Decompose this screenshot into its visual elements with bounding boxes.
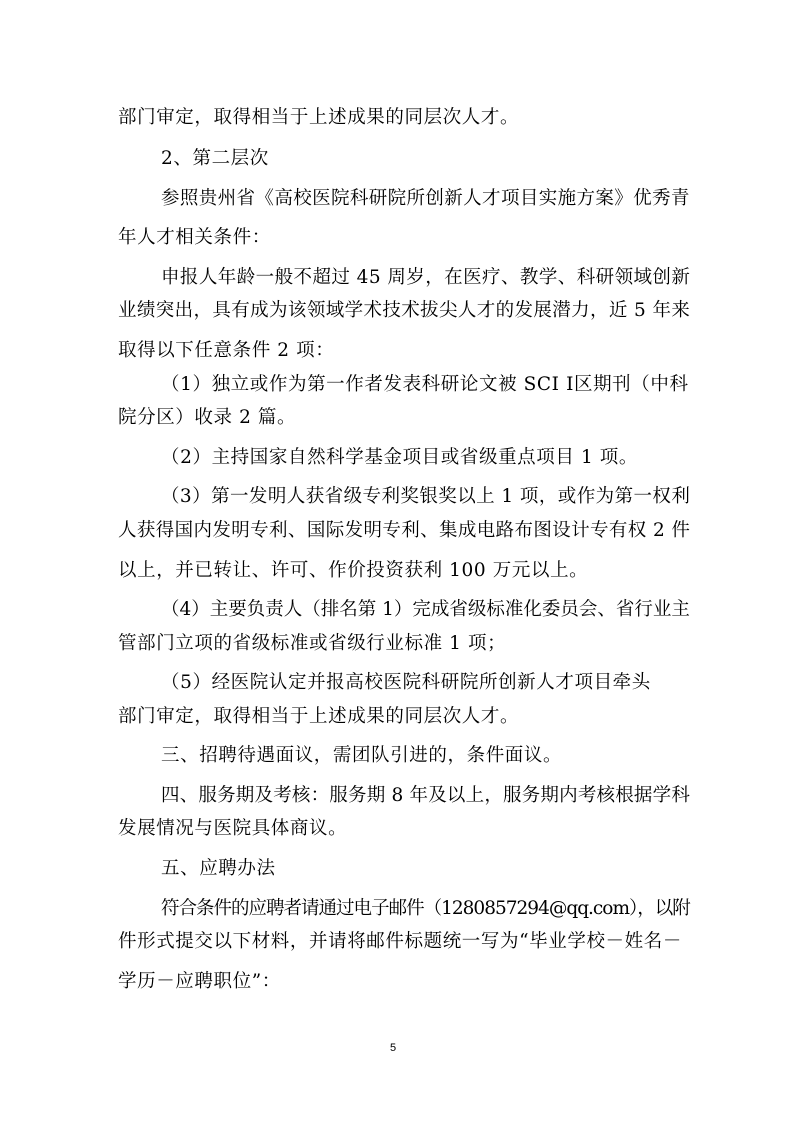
section-heading: 五、应聘办法 [161, 858, 276, 879]
text-line: 申报人年龄一般不超过 45 周岁，在医疗、教学、科研领域创新 [161, 267, 691, 288]
list-item: （3）第一发明人获省级专利奖银奖以上 1 项，或作为第一权利 [161, 486, 691, 507]
text-line: 学历－应聘职位”： [118, 971, 281, 992]
text-line: 管部门立项的省级标准或省级行业标准 1 项； [118, 633, 507, 654]
text-line: 院分区）收录 2 篇。 [118, 407, 297, 428]
section-heading: 2、第二层次 [161, 148, 269, 169]
list-item: （1）独立或作为第一作者发表科研论文被 SCI Ⅰ区期刊（中科 [161, 374, 689, 395]
page-number: 5 [390, 1042, 397, 1054]
text-line: 发展情况与医院具体商议。 [118, 818, 348, 839]
section-heading: 三、招聘待遇面议，需团队引进的，条件面议。 [161, 745, 563, 766]
list-item: （5）经医院认定并报高校医院科研院所创新人才项目牵头 [161, 672, 651, 693]
section-heading: 四、服务期及考核：服务期 8 年及以上，服务期内考核根据学科 [161, 785, 691, 806]
text-line: 符合条件的应聘者请通过电子邮件（1280857294@qq.com），以附 [161, 898, 690, 919]
text-line: 人获得国内发明专利、国际发明专利、集成电路布图设计专有权 2 件 [118, 520, 691, 541]
text-line: 业绩突出，具有成为该领域学术技术拔尖人才的发展潜力，近 5 年来 [118, 300, 691, 321]
text-line: 部门审定，取得相当于上述成果的同层次人才。 [118, 706, 520, 727]
text-line: 件形式提交以下材料，并请将邮件标题统一写为“毕业学校－姓名－ [118, 931, 682, 952]
text-line: 年人才相关条件： [118, 227, 271, 248]
text-line: 参照贵州省《高校医院科研院所创新人才项目实施方案》优秀青 [161, 188, 690, 209]
text-line: 部门审定，取得相当于上述成果的同层次人才。 [118, 107, 520, 128]
list-item: （2）主持国家自然科学基金项目或省级重点项目 1 项。 [161, 447, 639, 468]
list-item: （4）主要负责人（排名第 1）完成省级标准化委员会、省行业主 [161, 599, 690, 620]
text-line: 以上，并已转让、许可、作价投资获利 100 万元以上。 [118, 560, 589, 581]
text-line: 取得以下任意条件 2 项： [118, 340, 335, 361]
